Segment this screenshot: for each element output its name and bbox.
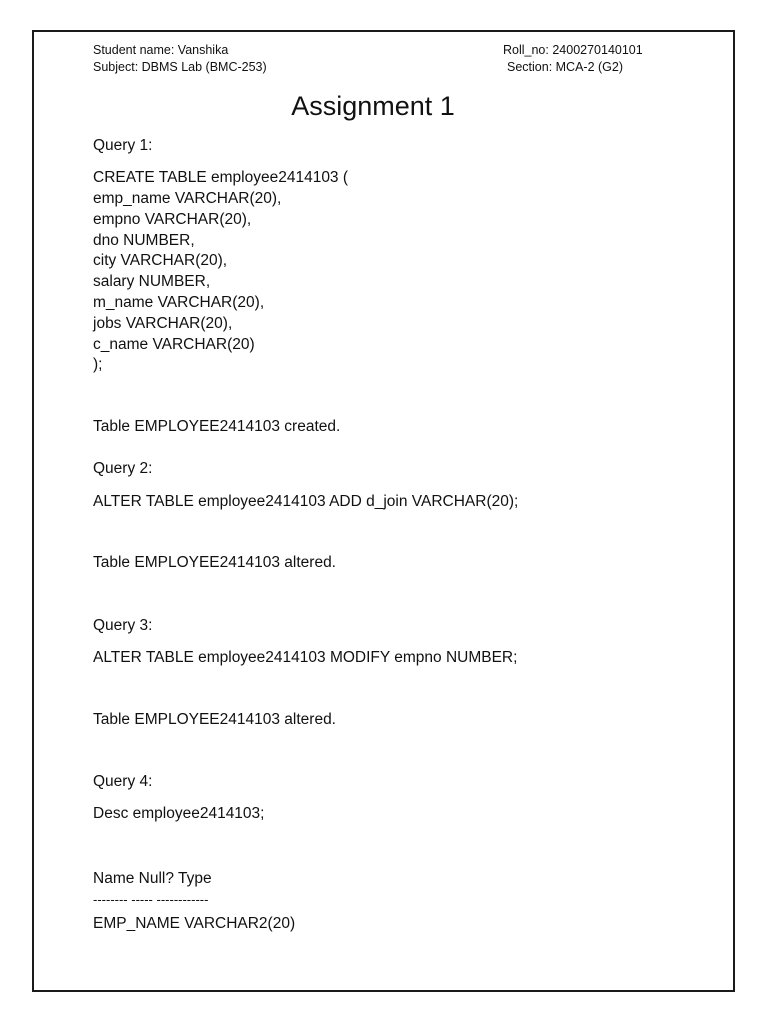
query-4-code: Desc employee2414103; [93, 805, 265, 822]
roll-number: Roll_no: 2400270140101 [503, 43, 643, 57]
query-2-label: Query 2: [93, 460, 153, 477]
query-1-code-line: ); [93, 356, 103, 373]
query-1-code-line: emp_name VARCHAR(20), [93, 190, 282, 207]
query-4-output-header: Name Null? Type [93, 870, 212, 887]
query-1-code-line: salary NUMBER, [93, 273, 211, 290]
query-4-output-separator: -------- ----- ------------ [93, 892, 209, 907]
query-4-output-row: EMP_NAME VARCHAR2(20) [93, 915, 296, 932]
query-1-code-line: empno VARCHAR(20), [93, 211, 252, 228]
section: Section: MCA-2 (G2) [507, 60, 624, 74]
query-1-result: Table EMPLOYEE2414103 created. [93, 418, 341, 435]
query-1-code-line: jobs VARCHAR(20), [93, 315, 233, 332]
query-1-code-line: dno NUMBER, [93, 232, 195, 249]
query-1-code-line: m_name VARCHAR(20), [93, 294, 265, 311]
subject: Subject: DBMS Lab (BMC-253) [93, 60, 267, 74]
query-1-code-line: c_name VARCHAR(20) [93, 336, 255, 353]
query-1-code-line: city VARCHAR(20), [93, 252, 228, 269]
student-name: Student name: Vanshika [93, 43, 229, 57]
query-3-result: Table EMPLOYEE2414103 altered. [93, 711, 336, 728]
query-2-code: ALTER TABLE employee2414103 ADD d_join VARCHAR(20); [93, 493, 519, 510]
query-1-code-line: CREATE TABLE employee2414103 ( [93, 169, 349, 186]
query-3-code: ALTER TABLE employee2414103 MODIFY empno NUMBER; [93, 649, 518, 666]
query-1-label: Query 1: [93, 137, 153, 154]
query-3-label: Query 3: [93, 617, 153, 634]
query-4-label: Query 4: [93, 773, 153, 790]
page-title: Assignment 1 [291, 91, 455, 121]
query-2-result: Table EMPLOYEE2414103 altered. [93, 554, 336, 571]
